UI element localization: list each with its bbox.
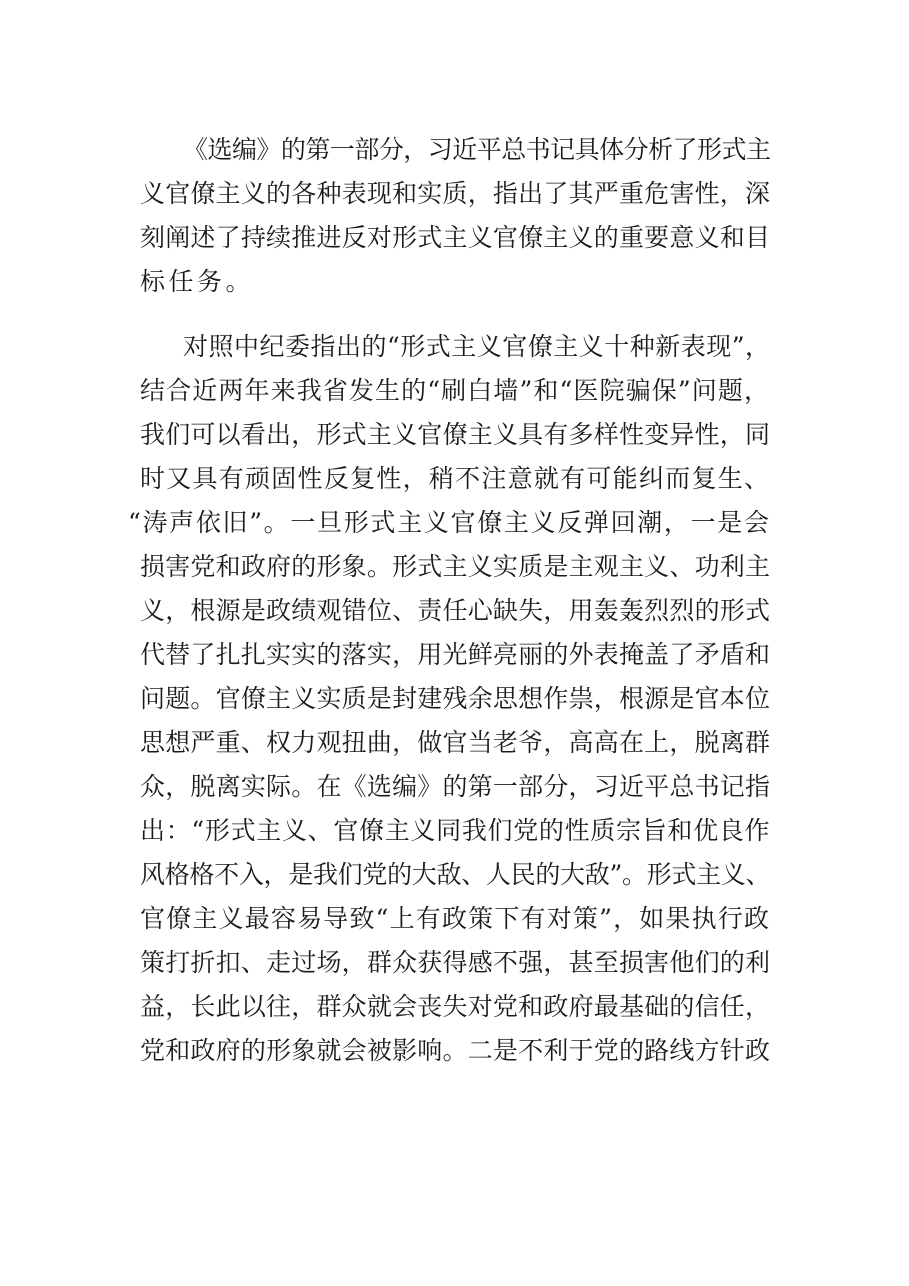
paragraph-line: 风格格不入，是我们党的大敌、人民的大敌”。形式主义、 (140, 860, 770, 889)
paragraph-line: 时又具有顽固性反复性，稍不注意就有可能纠而复生、 (140, 464, 770, 493)
paragraph-line: 结合近两年来我省发生的“刷白墙”和“医院骗保”问题， (140, 376, 770, 405)
paragraph-line: 思想严重、权力观扭曲，做官当老爷，高高在上，脱离群 (140, 728, 770, 757)
paragraph-1 (140, 128, 770, 304)
paragraph-2 (128, 325, 770, 1073)
paragraph-line: 义，根源是政绩观错位、责任心缺失，用轰轰烈烈的形式 (140, 596, 770, 625)
paragraph-line: 代替了扎扎实实的落实，用光鲜亮丽的外表掩盖了矛盾和 (140, 640, 770, 669)
paragraph-line: 益，长此以往，群众就会丧失对党和政府最基础的信任， (140, 992, 770, 1021)
paragraph-line: 党和政府的形象就会被影响。二是不利于党的路线方针政 (140, 1036, 770, 1065)
paragraph-line: “涛声依旧”。一旦形式主义官僚主义反弹回潮，一是会 (128, 508, 770, 537)
paragraph-line: 出：“形式主义、官僚主义同我们党的性质宗旨和优良作 (140, 816, 770, 845)
paragraph-line: 标任务。 (140, 267, 255, 296)
paragraph-line: 对照中纪委指出的“形式主义官僚主义十种新表现”， (183, 332, 770, 361)
paragraph-line: 《选编》的第一部分，习近平总书记具体分析了形式主 (183, 135, 770, 164)
paragraph-line: 刻阐述了持续推进反对形式主义官僚主义的重要意义和目 (140, 223, 770, 252)
paragraph-line: 我们可以看出，形式主义官僚主义具有多样性变异性，同 (140, 420, 770, 449)
paragraph-line: 众，脱离实际。在《选编》的第一部分，习近平总书记指 (140, 772, 770, 801)
paragraph-line: 损害党和政府的形象。形式主义实质是主观主义、功利主 (140, 552, 770, 581)
paragraph-line: 官僚主义最容易导致“上有政策下有对策”，如果执行政 (140, 904, 770, 933)
paragraph-line: 问题。官僚主义实质是封建残余思想作祟，根源是官本位 (140, 684, 770, 713)
paragraph-line: 策打折扣、走过场，群众获得感不强，甚至损害他们的利 (140, 948, 770, 977)
paragraph-line: 义官僚主义的各种表现和实质，指出了其严重危害性，深 (140, 179, 770, 208)
